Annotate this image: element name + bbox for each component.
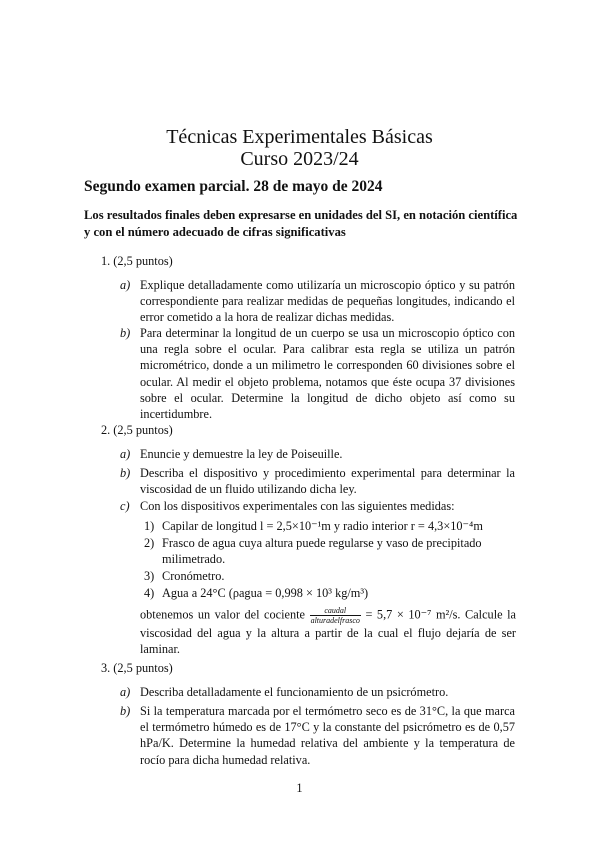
- flow-ratio-fraction: [310, 606, 361, 625]
- item-label: b): [120, 704, 131, 718]
- sub-label: 2): [144, 536, 155, 550]
- document-title: Técnicas Experimentales Básicas: [166, 126, 433, 148]
- sub-text: Agua a 24°C (ρagua = 0,998 × 10³ kg/m³): [162, 586, 369, 600]
- item-text: Enuncie y demuestre la ley de Poiseuille.: [140, 447, 343, 461]
- item-label: b): [120, 326, 131, 340]
- continuation-text-end: = 5,7 × 10⁻⁷ m²/s. Calcule la viscosidad del agua y la altura a partir de la cual el flujo dejaría de ser laminar.: [140, 607, 516, 657]
- course-year: Curso 2023/24: [240, 148, 359, 170]
- sub-text: Capilar de longitud l = 2,5×10⁻¹m y radio interior r = 4,3×10⁻⁴m: [162, 519, 483, 533]
- item-label: a): [120, 685, 131, 699]
- sub-label: 1): [144, 519, 155, 533]
- question-2a: [120, 446, 515, 462]
- question-3b: [120, 703, 515, 768]
- item-label: a): [120, 278, 131, 292]
- instructions: Los resultados finales deben expresarse en unidades del SI, en notación científica y con el número adecuado de cifras significativas: [84, 208, 518, 239]
- continuation-text-start: obtenemos un valor del cociente: [140, 607, 306, 622]
- question-3-label: 3. (2,5 puntos): [101, 661, 173, 675]
- question-1b: [120, 325, 515, 422]
- item-label: b): [120, 466, 131, 480]
- question-2b: [120, 465, 515, 497]
- exam-heading: Segundo examen parcial. 28 de mayo de 2024: [84, 178, 383, 195]
- question-2-label: 2. (2,5 puntos): [101, 423, 173, 437]
- fraction-numerator: caudal: [310, 606, 361, 616]
- measurement-4: [144, 585, 516, 601]
- item-text: Si la temperatura marcada por el termómetro seco es de 31°C, la que marca el termómetro húmedo es de 17°C y la constante del psicrómetro es de 0,57 hPa/K. Determine la humedad relativa del ambiente y la temperatura de rocío para dicha humedad relativa.: [140, 704, 515, 767]
- item-label: c): [120, 499, 130, 513]
- question-2c-continuation: [140, 606, 516, 657]
- sub-text: Cronómetro.: [162, 569, 225, 583]
- page-number: 1: [296, 781, 303, 795]
- question-3a: [120, 684, 515, 700]
- sub-label: 3): [144, 569, 155, 583]
- fraction-denominator: alturadelfrasco: [310, 616, 360, 625]
- question-1a: [120, 277, 515, 326]
- item-text: Describa detalladamente el funcionamiento de un psicrómetro.: [140, 685, 449, 699]
- measurement-2: [144, 535, 516, 567]
- question-2c: [120, 498, 515, 514]
- sub-text: Frasco de agua cuya altura puede regularse y vaso de precipitado milimetrado.: [162, 536, 482, 567]
- item-text: Explique detalladamente como utilizaría un microscopio óptico y su patrón correspondiente para realizar medidas de pequeñas longitudes, indicando el error cometido a la hora de realizar dichas medidas.: [140, 278, 515, 325]
- item-text: Con los dispositivos experimentales con las siguientes medidas:: [140, 499, 455, 513]
- sub-label: 4): [144, 586, 155, 600]
- measurement-1: [144, 518, 516, 534]
- question-1-label: 1. (2,5 puntos): [101, 254, 173, 268]
- item-label: a): [120, 447, 131, 461]
- item-text: Describa el dispositivo y procedimiento experimental para determinar la viscosidad de un fluido utilizando dicha ley.: [140, 466, 515, 497]
- measurement-3: [144, 568, 516, 584]
- item-text: Para determinar la longitud de un cuerpo se usa un microscopio óptico con una regla sobre el ocular. Para calibrar esta regla se utiliza un patrón micrométrico, donde a un milimetro le corresponden 60 divisiones sobre el ocular. Al medir el objeto problema, notamos que éste ocupa 37 divisiones sobre el ocular. Determine la longitud de dicho objeto así como su incertidumbre.: [140, 326, 515, 422]
